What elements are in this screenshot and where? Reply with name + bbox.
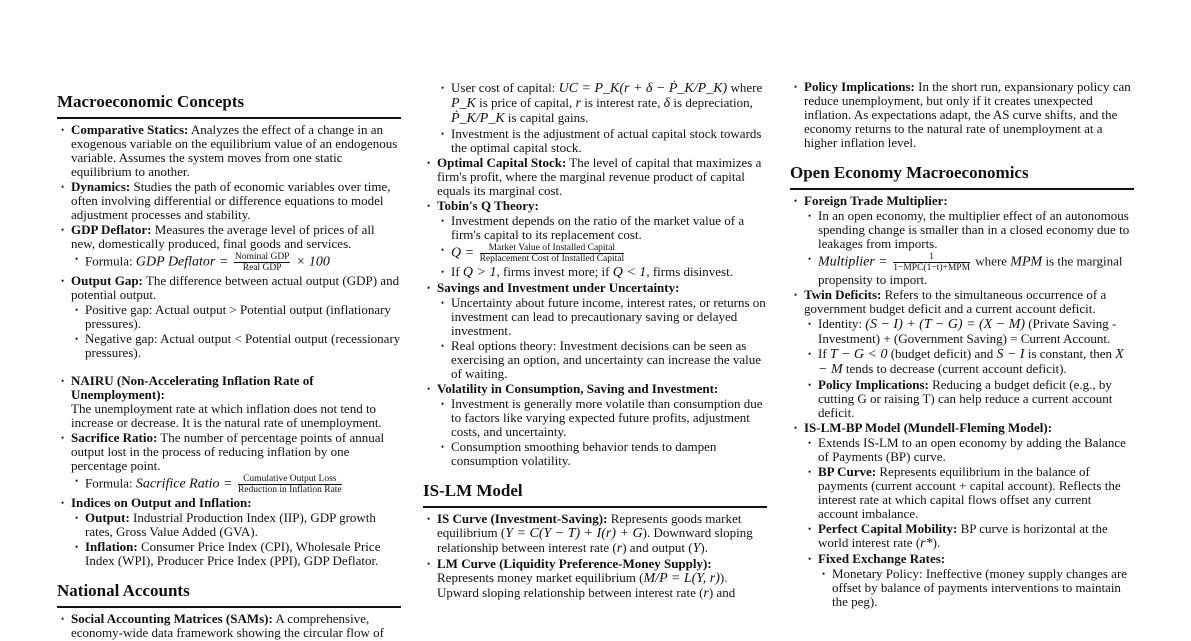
item-term: Tobin's Q Theory: — [437, 198, 539, 213]
column-2 — [423, 81, 767, 602]
item-term: Fixed Exchange Rates: — [818, 551, 946, 566]
item-term: IS Curve (Investment-Saving): — [437, 511, 608, 526]
item-text: is depreciation, — [670, 95, 753, 110]
item-text: If — [818, 346, 830, 361]
list-item — [423, 281, 767, 381]
bullet-list — [71, 252, 401, 273]
bullet-list — [57, 123, 401, 568]
item-text: is constant, then — [1024, 346, 1116, 361]
bullet-list — [790, 194, 1134, 609]
fraction-numerator: Nominal GDP — [234, 252, 290, 262]
math-expression: Q > 1 — [462, 265, 497, 280]
item-text: Uncertainty about future income, interest rates, or returns on investment can lead to precautionary saving or delayed investment. — [451, 295, 766, 338]
bullet-list — [437, 296, 767, 381]
bullet-list — [423, 512, 767, 601]
item-text: Formula: — [85, 475, 136, 491]
item-text: ). — [932, 535, 941, 550]
item-text: Represents equilibrium in the balance of payments (current account + capital account). Reflects the interest rate at which capital flows offset any current account imbalance. — [818, 464, 1121, 521]
list-item — [437, 127, 767, 155]
list-item — [71, 474, 401, 495]
section-heading: National Accounts — [57, 581, 401, 608]
item-term: Policy Implications: — [818, 377, 929, 392]
list-item — [804, 209, 1134, 251]
item-text: In the short run, expansionary policy can reduce unemployment, but only if it creates unexpected inflation. As expectations adapt, the AS curve shifts, and the economy returns to the natural rate of unemployment at a higher inflation level. — [804, 79, 1131, 150]
list-item — [804, 378, 1134, 420]
math-expression: Sacrifice Ratio = — [135, 476, 236, 492]
item-term: Social Accounting Matrices (SAMs): — [71, 611, 273, 626]
item-term: Dynamics: — [71, 179, 131, 194]
list-item — [57, 223, 401, 273]
item-text: ). — [700, 540, 709, 555]
item-text: A comprehensive, economy-wide data framework showing the circular flow of — [71, 611, 384, 640]
math-expression: UC = P_K(r + δ − Ṗ_K/P_K) — [558, 81, 728, 96]
item-text: Investment depends on the ratio of the market value of a firm's capital to its replacement cost. — [451, 213, 745, 242]
math-expression: Ṗ_K/P_K — [451, 111, 505, 126]
bullet-list — [71, 511, 401, 568]
math-expression: Multiplier = — [818, 254, 892, 270]
fraction — [893, 252, 970, 273]
bullet-list — [804, 317, 1134, 420]
item-term: LM Curve (Liquidity Preference-Money Supply): — [437, 556, 712, 571]
item-text: User cost of capital: — [451, 80, 559, 95]
item-text: Investment is the adjustment of actual capital stock towards the optimal capital stock. — [451, 126, 762, 155]
list-item — [437, 81, 767, 126]
item-term: IS-LM-BP Model (Mundell-Fleming Model): — [804, 420, 1053, 435]
item-text: Studies the path of economic variables over time, often involving differential or difference equations to model adjustment processes and stability. — [71, 179, 391, 222]
item-term: Savings and Investment under Uncertainty: — [437, 280, 680, 295]
math-expression: r — [703, 586, 709, 601]
math-expression: M/P = L(Y, r) — [643, 571, 720, 586]
fraction-denominator: Reduction in Inflation Rate — [237, 485, 342, 495]
math-expression: (S − I) + (T − G) = (X − M) — [865, 317, 1026, 332]
fraction — [238, 474, 342, 495]
bullet-list — [71, 303, 401, 360]
item-term: Output Gap: — [71, 273, 143, 288]
math-expression: GDP Deflator = — [135, 254, 232, 270]
item-term: Output: — [85, 510, 130, 525]
item-text: , firms disinvest. — [646, 264, 733, 279]
section-heading: Macroeconomic Concepts — [57, 92, 401, 119]
list-item — [57, 431, 401, 495]
fraction-denominator: 1−MPC(1−t)+MPM — [893, 263, 971, 273]
math-expression: Q = — [451, 245, 478, 261]
list-item — [71, 303, 401, 331]
list-item — [423, 199, 767, 280]
bullet-list — [804, 209, 1134, 287]
item-text: is capital gains. — [504, 110, 589, 125]
list-item — [71, 540, 401, 568]
item-text: (budget deficit) and — [887, 346, 997, 361]
item-term: Foreign Trade Multiplier: — [804, 193, 948, 208]
item-text: Negative gap: Actual output < Potential output (recessionary pressures). — [85, 331, 401, 360]
item-text: Extends IS-LM to an open economy by adding the Balance of Payments (BP) curve. — [818, 435, 1126, 464]
item-text: ) and output ( — [622, 540, 693, 555]
item-term: BP Curve: — [818, 464, 877, 479]
list-item — [57, 496, 401, 568]
item-term: GDP Deflator: — [71, 222, 152, 237]
item-term: Volatility in Consumption, Saving and Investment: — [437, 381, 719, 396]
item-text: Real options theory: Investment decisions can be seen as exercising an option, and uncertainty can increase the value of waiting. — [451, 338, 762, 381]
list-item — [804, 347, 1134, 377]
item-text: Consumer Price Index (CPI), Wholesale Price Index (WPI), Producer Price Index (PPI), GDP Deflator. — [85, 539, 381, 568]
item-text: BP curve is horizontal at the world interest rate ( — [818, 521, 1108, 550]
item-term: Sacrifice Ratio: — [71, 430, 158, 445]
list-item — [423, 512, 767, 556]
item-text: Formula: — [85, 253, 136, 269]
item-text: (Private Saving - Investment) + (Government Saving) = Current Account. — [818, 316, 1117, 346]
section-heading: IS-LM Model — [423, 481, 767, 508]
list-item — [71, 332, 401, 360]
math-expression: × 100 — [292, 254, 330, 270]
item-text: ). Downward sloping relationship between interest rate ( — [437, 525, 753, 555]
item-term: Twin Deficits: — [804, 287, 882, 302]
fraction — [480, 243, 625, 264]
item-text: If — [451, 264, 463, 279]
item-text: The level of capital that maximizes a firm's profit, where the marginal revenue product of capital equals its marginal cost. — [437, 155, 762, 198]
math-expression: T − G < 0 — [829, 347, 888, 362]
bullet-list — [818, 567, 1134, 609]
item-text: In an open economy, the multiplier effect of an autonomous spending change is smaller than in a closed economy due to leakages from imports. — [818, 208, 1130, 251]
item-text: is interest rate, — [580, 95, 664, 110]
list-item — [804, 522, 1134, 551]
list-item — [790, 194, 1134, 287]
item-text: Identity: — [818, 316, 866, 331]
item-term: Optimal Capital Stock: — [437, 155, 567, 170]
fraction — [234, 252, 291, 273]
section-heading: Open Economy Macroeconomics — [790, 163, 1134, 190]
item-text: Refers to the simultaneous occurrence of a government budget deficit and a current account deficit. — [804, 287, 1107, 316]
item-text: The difference between actual output (GDP) and potential output. — [71, 273, 400, 302]
item-text: Represents goods market equilibrium ( — [437, 511, 742, 540]
item-text: where — [972, 253, 1011, 269]
item-term: Inflation: — [85, 539, 138, 554]
item-text: Represents money market equilibrium ( — [437, 570, 644, 585]
math-expression: r* — [920, 536, 933, 551]
math-expression: δ — [663, 96, 671, 111]
bullet-list — [804, 436, 1134, 609]
list-item — [423, 557, 767, 601]
fraction-numerator: 1 — [893, 252, 970, 263]
bullet-list — [423, 81, 767, 155]
list-item — [437, 339, 767, 381]
item-text: Consumption smoothing behavior tends to dampen consumption volatility. — [451, 439, 717, 468]
list-item — [57, 180, 401, 222]
item-term: Indices on Output and Inflation: — [71, 495, 252, 510]
item-text: Monetary Policy: Ineffective (money supply changes are offset by balance of payments interventions to maintain the peg). — [832, 566, 1128, 609]
math-expression: r — [575, 96, 581, 111]
math-expression: MPM — [1010, 254, 1043, 270]
item-text: Investment is generally more volatile than consumption due to factors like varying expected future profits, adjustment costs, and uncertainty. — [451, 396, 763, 439]
item-text: where — [727, 80, 763, 95]
list-item — [437, 296, 767, 338]
list-item — [804, 252, 1134, 287]
list-item — [437, 265, 767, 280]
item-text: tends to decrease (current account deficit). — [842, 361, 1067, 376]
item-term: • NAIRU (Non-Accelerating Inflation Rate of Unemployment): — [71, 373, 314, 402]
list-item — [804, 465, 1134, 521]
list-item — [437, 214, 767, 242]
math-expression: Y — [692, 541, 701, 556]
item-text: Measures the average level of prices of all new, domestically produced, final goods and services. — [71, 222, 375, 251]
item-term: Perfect Capital Mobility: — [818, 521, 958, 536]
math-expression: r — [616, 541, 623, 556]
item-text: is the marginal propensity to import. — [818, 253, 1123, 287]
list-item — [437, 243, 767, 264]
item-text: Industrial Production Index (IIP), GDP growth rates, Gross Value Added (GVA). — [85, 510, 376, 539]
fraction-numerator: Cumulative Output Loss — [238, 474, 342, 485]
list-item — [57, 374, 401, 430]
bullet-list — [790, 80, 1134, 150]
item-text: Analyzes the effect of a change in an exogenous variable on the equilibrium value of an endogenous variable. Assumes the system moves from one static equilibrium to another. — [71, 122, 398, 179]
list-item — [804, 436, 1134, 464]
list-item — [71, 252, 401, 273]
column-3 — [790, 80, 1134, 610]
item-text: Positive gap: Actual output > Potential output (inflationary pressures). — [85, 302, 391, 331]
item-term: Policy Implications: — [804, 79, 915, 94]
item-text: The unemployment rate at which inflation does not tend to increase or decrease. It is the natural rate of unemployment. — [71, 401, 382, 430]
list-item — [57, 612, 401, 640]
item-term: Comparative Statics: — [71, 122, 189, 137]
math-expression: P_K — [451, 96, 476, 111]
item-text: , firms invest more; if — [496, 264, 613, 279]
list-item — [790, 421, 1134, 609]
item-text: ). Upward sloping relationship between interest rate ( — [437, 570, 728, 600]
list-item — [818, 567, 1134, 609]
math-expression: Q < 1 — [612, 265, 647, 280]
column-1 — [57, 92, 401, 641]
math-expression: X − M — [818, 347, 1124, 377]
item-text: ) and — [708, 585, 736, 600]
list-item — [71, 511, 401, 539]
bullet-list — [437, 397, 767, 468]
fraction-denominator: Replacement Cost of Installed Capital — [479, 254, 625, 264]
fraction-denominator: Real GDP — [242, 263, 282, 273]
list-item — [790, 288, 1134, 420]
bullet-list — [437, 214, 767, 280]
list-item — [790, 80, 1134, 150]
bullet-list — [71, 474, 401, 495]
item-text: is price of capital, — [475, 95, 576, 110]
math-expression: Y = C(Y − T) + I(r) + G — [505, 526, 643, 541]
item-text: The number of percentage points of annual output lost in the process of reducing inflation by one percentage point. — [71, 430, 385, 473]
math-expression: S − I — [996, 347, 1025, 362]
bullet-list — [423, 156, 767, 468]
fraction-numerator: Market Value of Installed Capital — [480, 243, 625, 254]
list-item — [423, 382, 767, 468]
list-item — [423, 156, 767, 198]
list-item — [57, 274, 401, 360]
bullet-list — [57, 612, 401, 640]
list-item — [804, 552, 1134, 609]
list-item — [57, 123, 401, 179]
item-text: Reducing a budget deficit (e.g., by cutting G or raising T) can help reduce a current account deficit. — [818, 377, 1113, 420]
list-item — [437, 440, 767, 468]
list-item — [804, 317, 1134, 346]
list-item — [437, 397, 767, 439]
